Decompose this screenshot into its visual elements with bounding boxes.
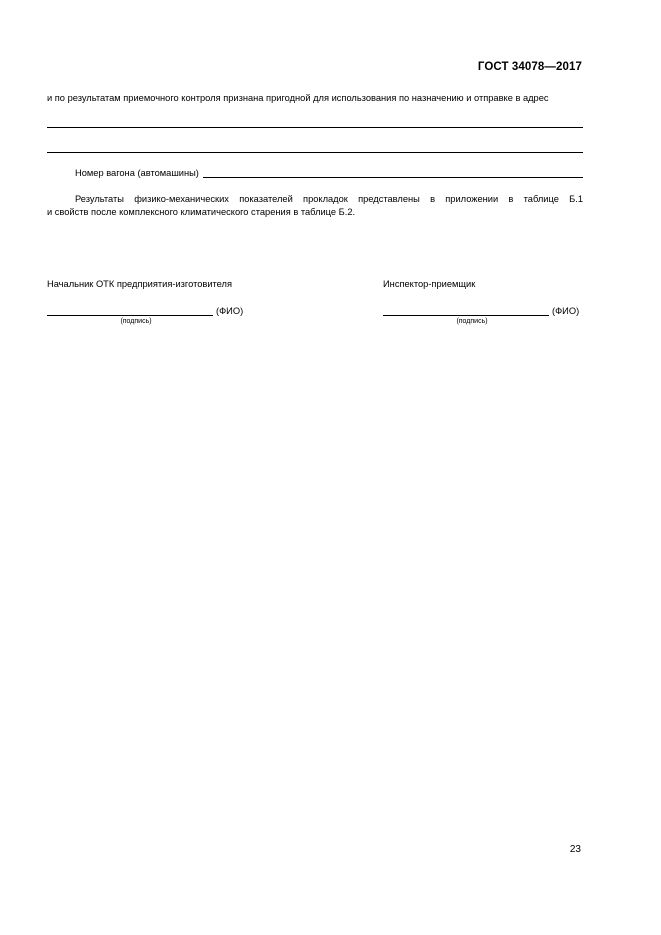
- wagon-number-blank: [203, 166, 583, 178]
- inspector-title: Инспектор-приемщик: [383, 279, 476, 289]
- otk-head-signature-line: [47, 304, 243, 316]
- wagon-number-label: Номер вагона (автомашины): [75, 168, 199, 178]
- results-paragraph-line-2: и свойств после комплексного климатического старения в таблице Б.2.: [47, 207, 356, 217]
- otk-head-title: Начальник ОТК предприятия-изготовителя: [47, 279, 232, 289]
- otk-head-signature-blank: [47, 304, 213, 316]
- page-number: 23: [569, 844, 581, 855]
- inspector-name-label: (ФИО): [552, 306, 580, 316]
- inspector-signature-caption: (подпись): [456, 318, 488, 325]
- results-paragraph-line-1: Результаты физико-механических показателей прокладок представлены в приложении в таблице Б.1: [75, 194, 583, 204]
- standard-header: ГОСТ 34078—2017: [477, 61, 582, 73]
- results-paragraph: [47, 193, 583, 219]
- intro-line: и по результатам приемочного контроля признана пригодной для использования по назначению и отправке в адрес: [47, 93, 549, 103]
- inspector-signature-line: [383, 304, 579, 316]
- inspector-signature-blank: [383, 304, 549, 316]
- wagon-number-row: [75, 166, 583, 178]
- address-blank-line-1: [47, 127, 583, 128]
- otk-head-name-label: (ФИО): [216, 306, 244, 316]
- otk-head-signature-caption: (подпись): [120, 318, 152, 325]
- address-blank-line-2: [47, 152, 583, 153]
